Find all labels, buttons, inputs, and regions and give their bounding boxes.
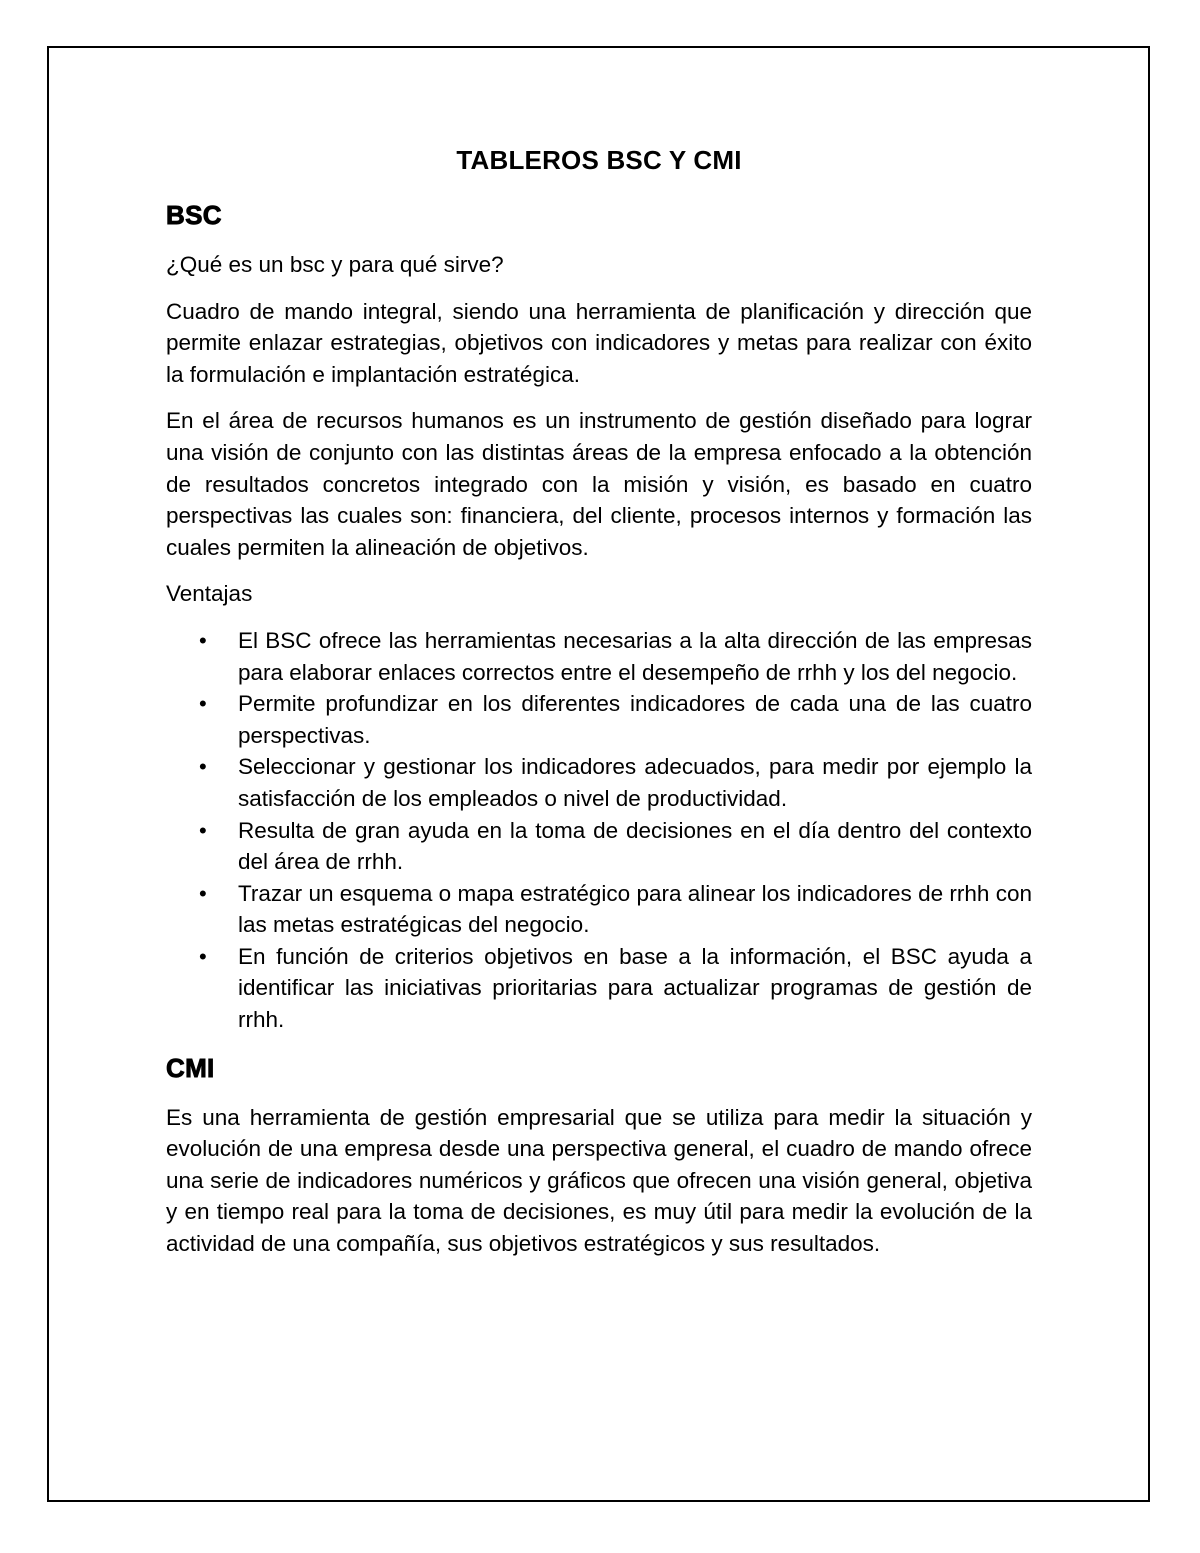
list-item <box>166 878 1032 941</box>
bullet-icon: • <box>199 817 207 843</box>
list-item <box>166 815 1032 878</box>
advantages-list <box>166 625 1032 1036</box>
bullet-icon: • <box>199 880 207 906</box>
list-item-text: El BSC ofrece las herramientas necesarias a la alta dirección de las empresas para elaborar enlaces correctos entre el desempeño de rrhh y los del negocio. <box>238 627 1032 685</box>
bullet-icon: • <box>199 754 207 780</box>
bsc-question: ¿Qué es un bsc y para qué sirve? <box>166 252 504 277</box>
cmi-paragraph-definition: Es una herramienta de gestión empresarial que se utiliza para medir la situación y evolución de una empresa desde una perspectiva general, el cuadro de mando ofrece una serie de indicadores numéricos y gráficos que ofrecen una visión general, objetiva y en tiempo real para la toma de decisiones, es muy útil para medir la evolución de la actividad de una compañía, sus objetivos estratégicos y sus resultados. <box>166 1104 1032 1257</box>
bullet-icon: • <box>199 691 207 717</box>
list-item <box>166 625 1032 688</box>
list-item <box>166 751 1032 814</box>
list-item-text: Trazar un esquema o mapa estratégico para alinear los indicadores de rrhh con las metas estratégicas del negocio. <box>238 880 1032 938</box>
list-item <box>166 688 1032 751</box>
list-item-text: Permite profundizar en los diferentes indicadores de cada una de las cuatro perspectivas. <box>238 691 1032 748</box>
bullet-icon: • <box>199 943 207 969</box>
list-item-text: Seleccionar y gestionar los indicadores adecuados, para medir por ejemplo la satisfacción de los empleados o nivel de productividad. <box>238 754 1032 811</box>
bsc-paragraph-hr: En el área de recursos humanos es un instrumento de gestión diseñado para lograr una visión de conjunto con las distintas áreas de la empresa enfocado a la obtención de resultados concretos integrado con la misión y visión, es basado en cuatro perspectivas las cuales son: financiera, del cliente, procesos internos y formación las cuales permiten la alineación de objetivos. <box>166 408 1032 560</box>
list-item-text: En función de criterios objetivos en base a la información, el BSC ayuda a identificar las iniciativas prioritarias para actualizar programas de gestión de rrhh. <box>238 943 1032 1033</box>
advantages-label: Ventajas <box>166 581 253 607</box>
bullet-icon: • <box>199 627 207 653</box>
document-body <box>166 143 1032 1275</box>
bsc-paragraph-definition: Cuadro de mando integral, siendo una herramienta de planificación y dirección que permite enlazar estrategias, objetivos con indicadores y metas para realizar con éxito la formulación e implantación estratégica. <box>166 298 1032 387</box>
document-title: TABLEROS BSC Y CMI <box>456 145 742 175</box>
bsc-heading: BSC <box>166 200 222 230</box>
cmi-heading: CMI <box>166 1052 215 1083</box>
list-item <box>166 941 1032 1036</box>
list-item-text: Resulta de gran ayuda en la toma de decisiones en el día dentro del contexto del área de rrhh. <box>238 817 1032 875</box>
